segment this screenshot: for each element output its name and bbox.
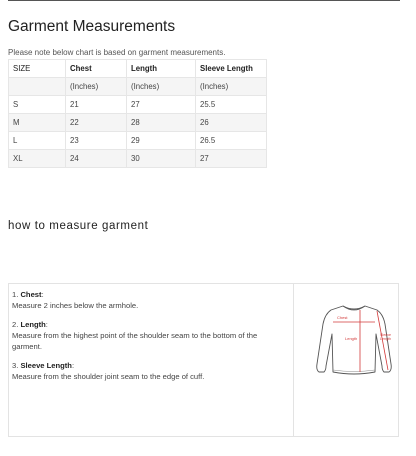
table-cell-size: S bbox=[9, 96, 66, 114]
table-row bbox=[9, 132, 267, 150]
page-title: Garment Measurements bbox=[8, 18, 176, 35]
table-cell-length: 28 bbox=[127, 114, 196, 132]
sleeve-label-text-line2: Length bbox=[380, 337, 391, 342]
step-colon: : bbox=[41, 290, 44, 299]
size-chart-table bbox=[8, 59, 267, 168]
length-label: Length bbox=[345, 336, 358, 341]
table-row bbox=[9, 150, 267, 168]
header-cell-length: Length bbox=[127, 60, 196, 78]
unit-cell: (Inches) bbox=[66, 78, 127, 96]
table-row bbox=[9, 96, 267, 114]
table-cell-size: L bbox=[9, 132, 66, 150]
measurement-steps bbox=[12, 289, 288, 390]
table-cell-chest: 21 bbox=[66, 96, 127, 114]
header-cell-sleeve-length: Sleeve Length bbox=[196, 60, 267, 78]
step-colon: : bbox=[45, 320, 48, 329]
unit-cell: (Inches) bbox=[196, 78, 267, 96]
table-cell-sleeve-length: 26.5 bbox=[196, 132, 267, 150]
how-to-measure-heading: how to measure garment bbox=[8, 220, 149, 232]
table-cell-sleeve-length: 25.5 bbox=[196, 96, 267, 114]
table-header-row bbox=[9, 60, 267, 78]
unit-cell: (Inches) bbox=[127, 78, 196, 96]
table-cell-size: M bbox=[9, 114, 66, 132]
how-to-measure-box bbox=[8, 283, 399, 437]
step-sleeve-length bbox=[12, 360, 288, 382]
sleeve-label-text: Sleeve bbox=[380, 333, 391, 337]
unit-cell bbox=[9, 78, 66, 96]
header-cell-chest: Chest bbox=[66, 60, 127, 78]
table-cell-length: 30 bbox=[127, 150, 196, 168]
step-description: Measure 2 inches below the armhole. bbox=[12, 301, 139, 310]
table-row bbox=[9, 114, 267, 132]
step-title: Chest bbox=[20, 290, 42, 299]
step-number: 2. bbox=[12, 320, 21, 329]
header-cell-size: SIZE bbox=[9, 60, 66, 78]
step-description: Measure from the highest point of the shoulder seam to the bottom of the garment. bbox=[12, 331, 258, 351]
step-description: Measure from the shoulder joint seam to the edge of cuff. bbox=[12, 372, 205, 381]
chest-label: Chest bbox=[337, 315, 348, 320]
table-cell-chest: 24 bbox=[66, 150, 127, 168]
table-cell-size: XL bbox=[9, 150, 66, 168]
table-units-row bbox=[9, 78, 267, 96]
top-divider bbox=[8, 0, 400, 1]
chart-note: Please note below chart is based on garment measurements. bbox=[8, 48, 226, 57]
step-colon: : bbox=[71, 361, 75, 370]
sweater-measurement-figure bbox=[313, 300, 395, 380]
step-title: Sleeve Length bbox=[20, 361, 72, 370]
box-divider bbox=[293, 284, 294, 436]
step-title: Length bbox=[20, 320, 46, 329]
step-length bbox=[12, 319, 288, 352]
table-cell-length: 29 bbox=[127, 132, 196, 150]
table-cell-sleeve-length: 26 bbox=[196, 114, 267, 132]
step-chest bbox=[12, 289, 288, 311]
sleeve-label bbox=[380, 333, 392, 341]
table-cell-length: 27 bbox=[127, 96, 196, 114]
step-number: 1. bbox=[12, 290, 21, 299]
step-number: 3. bbox=[12, 361, 21, 370]
table-cell-sleeve-length: 27 bbox=[196, 150, 267, 168]
table-cell-chest: 22 bbox=[66, 114, 127, 132]
table-cell-chest: 23 bbox=[66, 132, 127, 150]
